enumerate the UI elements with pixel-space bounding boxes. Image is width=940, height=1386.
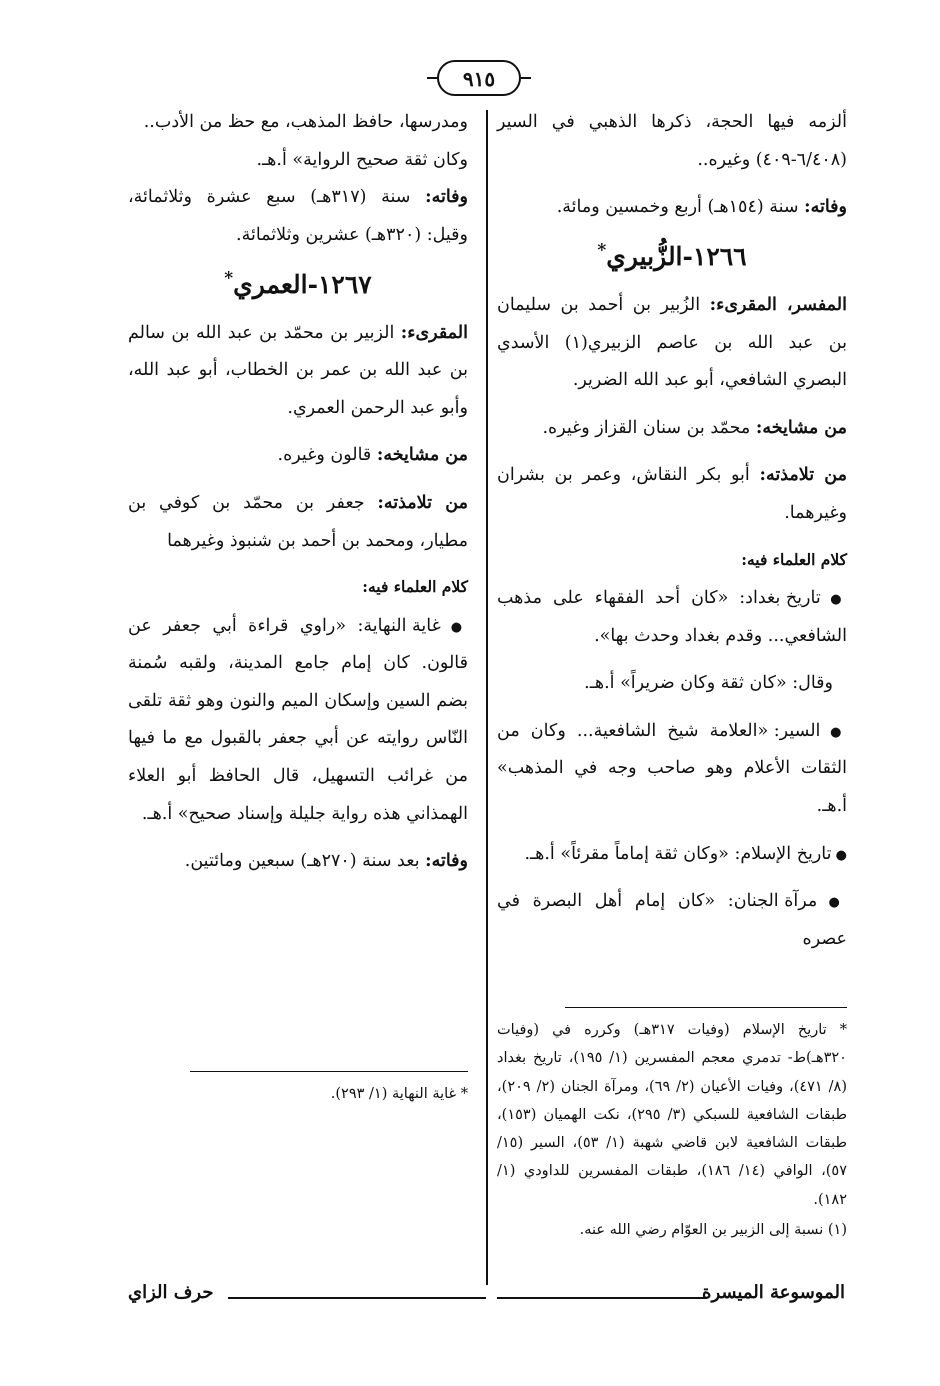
role-paragraph [128,315,468,428]
quote-item: ● غاية النهاية: «راوي قراءة أبي جعفر عن قالون. كان إمام جامع المدينة، ولقبه سُمنة بضم السين وإسكان الميم والنون وهو ثقة تلقى النّاس روايته عن أبي جعفر بالقبول مع ما فيها من غرائب التسهيل، قال الحافظ أبو العلاء الهمذاني هذه رواية جليلة وإسناد صحيح» أ.هـ. [128,608,468,834]
death-label: وفاته: [425,187,469,208]
quote-item: وقال: «كان ثقة وكان ضريراً» أ.هـ. [584,673,833,694]
students-paragraph [497,457,847,532]
scholars-heading: كلام العلماء فيه: [741,549,847,569]
role-text: الزُبير بن أحمد بن سليمان بن عبد الله بن عاصم الزبيري(١) الأسدي البصري الشافعي، أبو عبد الله الضرير. [497,294,847,391]
quote-item: ● مرآة الجنان: «كان إمام أهل البصرة في عصره [497,883,847,958]
role-paragraph [497,287,847,400]
scholars-heading: كلام العلماء فيه: [362,577,468,597]
entry-star: * [224,268,234,289]
footer-rule-left [228,1297,486,1299]
teachers-text: محمّد بن سنان القزاز وغيره. [542,417,756,438]
death-label: وفاته: [804,197,847,218]
footnote-sources: * غاية النهاية (١/ ٢٩٣). [330,1086,468,1102]
death-label: وفاته: [425,851,468,872]
continuation-line-1: ومدرسها، حافظ المذهب، مع حظ من الأدب.. [143,112,468,132]
left-column [128,104,468,891]
death-paragraph [128,179,468,254]
death-text: سنة (١٥٤هـ) أربع وخمسين ومائة. [556,197,805,218]
right-column [497,104,847,969]
students-text: جعفر بن محمّد بن كوفي بن مطيار، ومحمد بن أحمد بن شنبوذ وغيرهما [128,493,468,551]
entry-heading-1267 [128,265,468,305]
quote-item: ● السير: «العلامة شيخ الشافعية... وكان من الثقات الأعلام وهو صاحب وجه في المذهب» أ.هـ. [497,713,847,826]
footer-rule-right [497,1297,707,1299]
footnote-rule-left [190,1071,468,1072]
students-label: من تلامذته: [377,493,468,513]
entry-star: * [597,240,607,261]
entry-title: ١٢٦٧-العمري [233,269,372,299]
death-paragraph [497,189,847,227]
teachers-text: قالون وغيره. [277,445,377,466]
teachers-label: من مشايخه: [376,445,468,466]
teachers-label: من مشايخه: [755,417,847,438]
quote-item: ● تاريخ الإسلام: «وكان ثقة إماماً مقرئاً» أ.هـ. [497,836,847,874]
footnotes-left [128,1080,468,1110]
continuation-line-2: وكان ثقة صحيح الرواية» أ.هـ. [256,149,468,170]
footer-chapter-title: حرف الزاي [128,1282,214,1303]
role-label: المقرىء: [400,322,468,343]
death-text: سنة (٣١٧هـ) سبع عشرة وثلاثمائة، وقيل: (٣٢٠هـ) عشرين وثلاثمائة. [128,187,468,245]
entry-heading-1266 [497,237,847,277]
continuation-text [128,104,468,179]
intro-paragraph: ألزمه فيها الحجة، ذكرها الذهبي في السير (٦/٤٠٨-٤٠٩) وغيره.. [497,112,847,170]
teachers-paragraph [497,410,847,448]
students-text: أبو بكر النقاش، وعمر بن بشران وغيرهما. [497,465,847,523]
quote-item: ● تاريخ بغداد: «كان أحد الفقهاء على مذهب الشافعي... وقدم بغداد وحدث بها». [497,580,847,655]
footnotes-right [497,1016,847,1246]
death-text: بعد سنة (٢٧٠هـ) سبعين ومائتين. [184,851,426,872]
students-label: من تلامذته: [759,465,847,486]
teachers-paragraph [128,437,468,475]
role-text: الزبير بن محمّد بن عبد الله بن سالم بن عبد الله بن عمر بن الخطاب، أبو عبد الله، وأبو عبد الرحمن العمري. [128,322,468,418]
column-divider [486,110,488,1285]
entry-title: ١٢٦٦-الزُّبيري [606,241,747,271]
role-label: المفسر، المقرىء: [709,294,847,315]
footnote-rule-right [565,1007,847,1008]
students-paragraph [128,485,468,560]
footnote-1: (١) نسبة إلى الزبير بن العوّام رضي الله عنه. [579,1221,847,1238]
footnote-sources: * تاريخ الإسلام (وفيات ٣١٧هـ) وكرره في (وفيات ٣٢٠هـ)ط- تدمري معجم المفسرين (١/ ١٩٥)، تاريخ بغداد (٨/ ٤٧١)، وفيات الأعيان (٢/ ٦٩)، ومرآة الجنان (٢/ ٢٠٩)، طبقات الشافعية للسبكي (٣/ ٢٩٥)، نكت الهميان (١٥٣)، طبقات الشافعية لابن قاضي شهبة (١/ ٥٣)، السير (١٥/ ٥٧)، الوافي (١٤/ ١٨٦)، طبقات المفسرين للداودي (١/ ١٨٢). [497,1022,848,1208]
death2-paragraph [128,843,468,881]
footer-book-title: الموسوعة الميسرة [702,1282,845,1303]
page-number: ٩١٥ [437,60,521,96]
